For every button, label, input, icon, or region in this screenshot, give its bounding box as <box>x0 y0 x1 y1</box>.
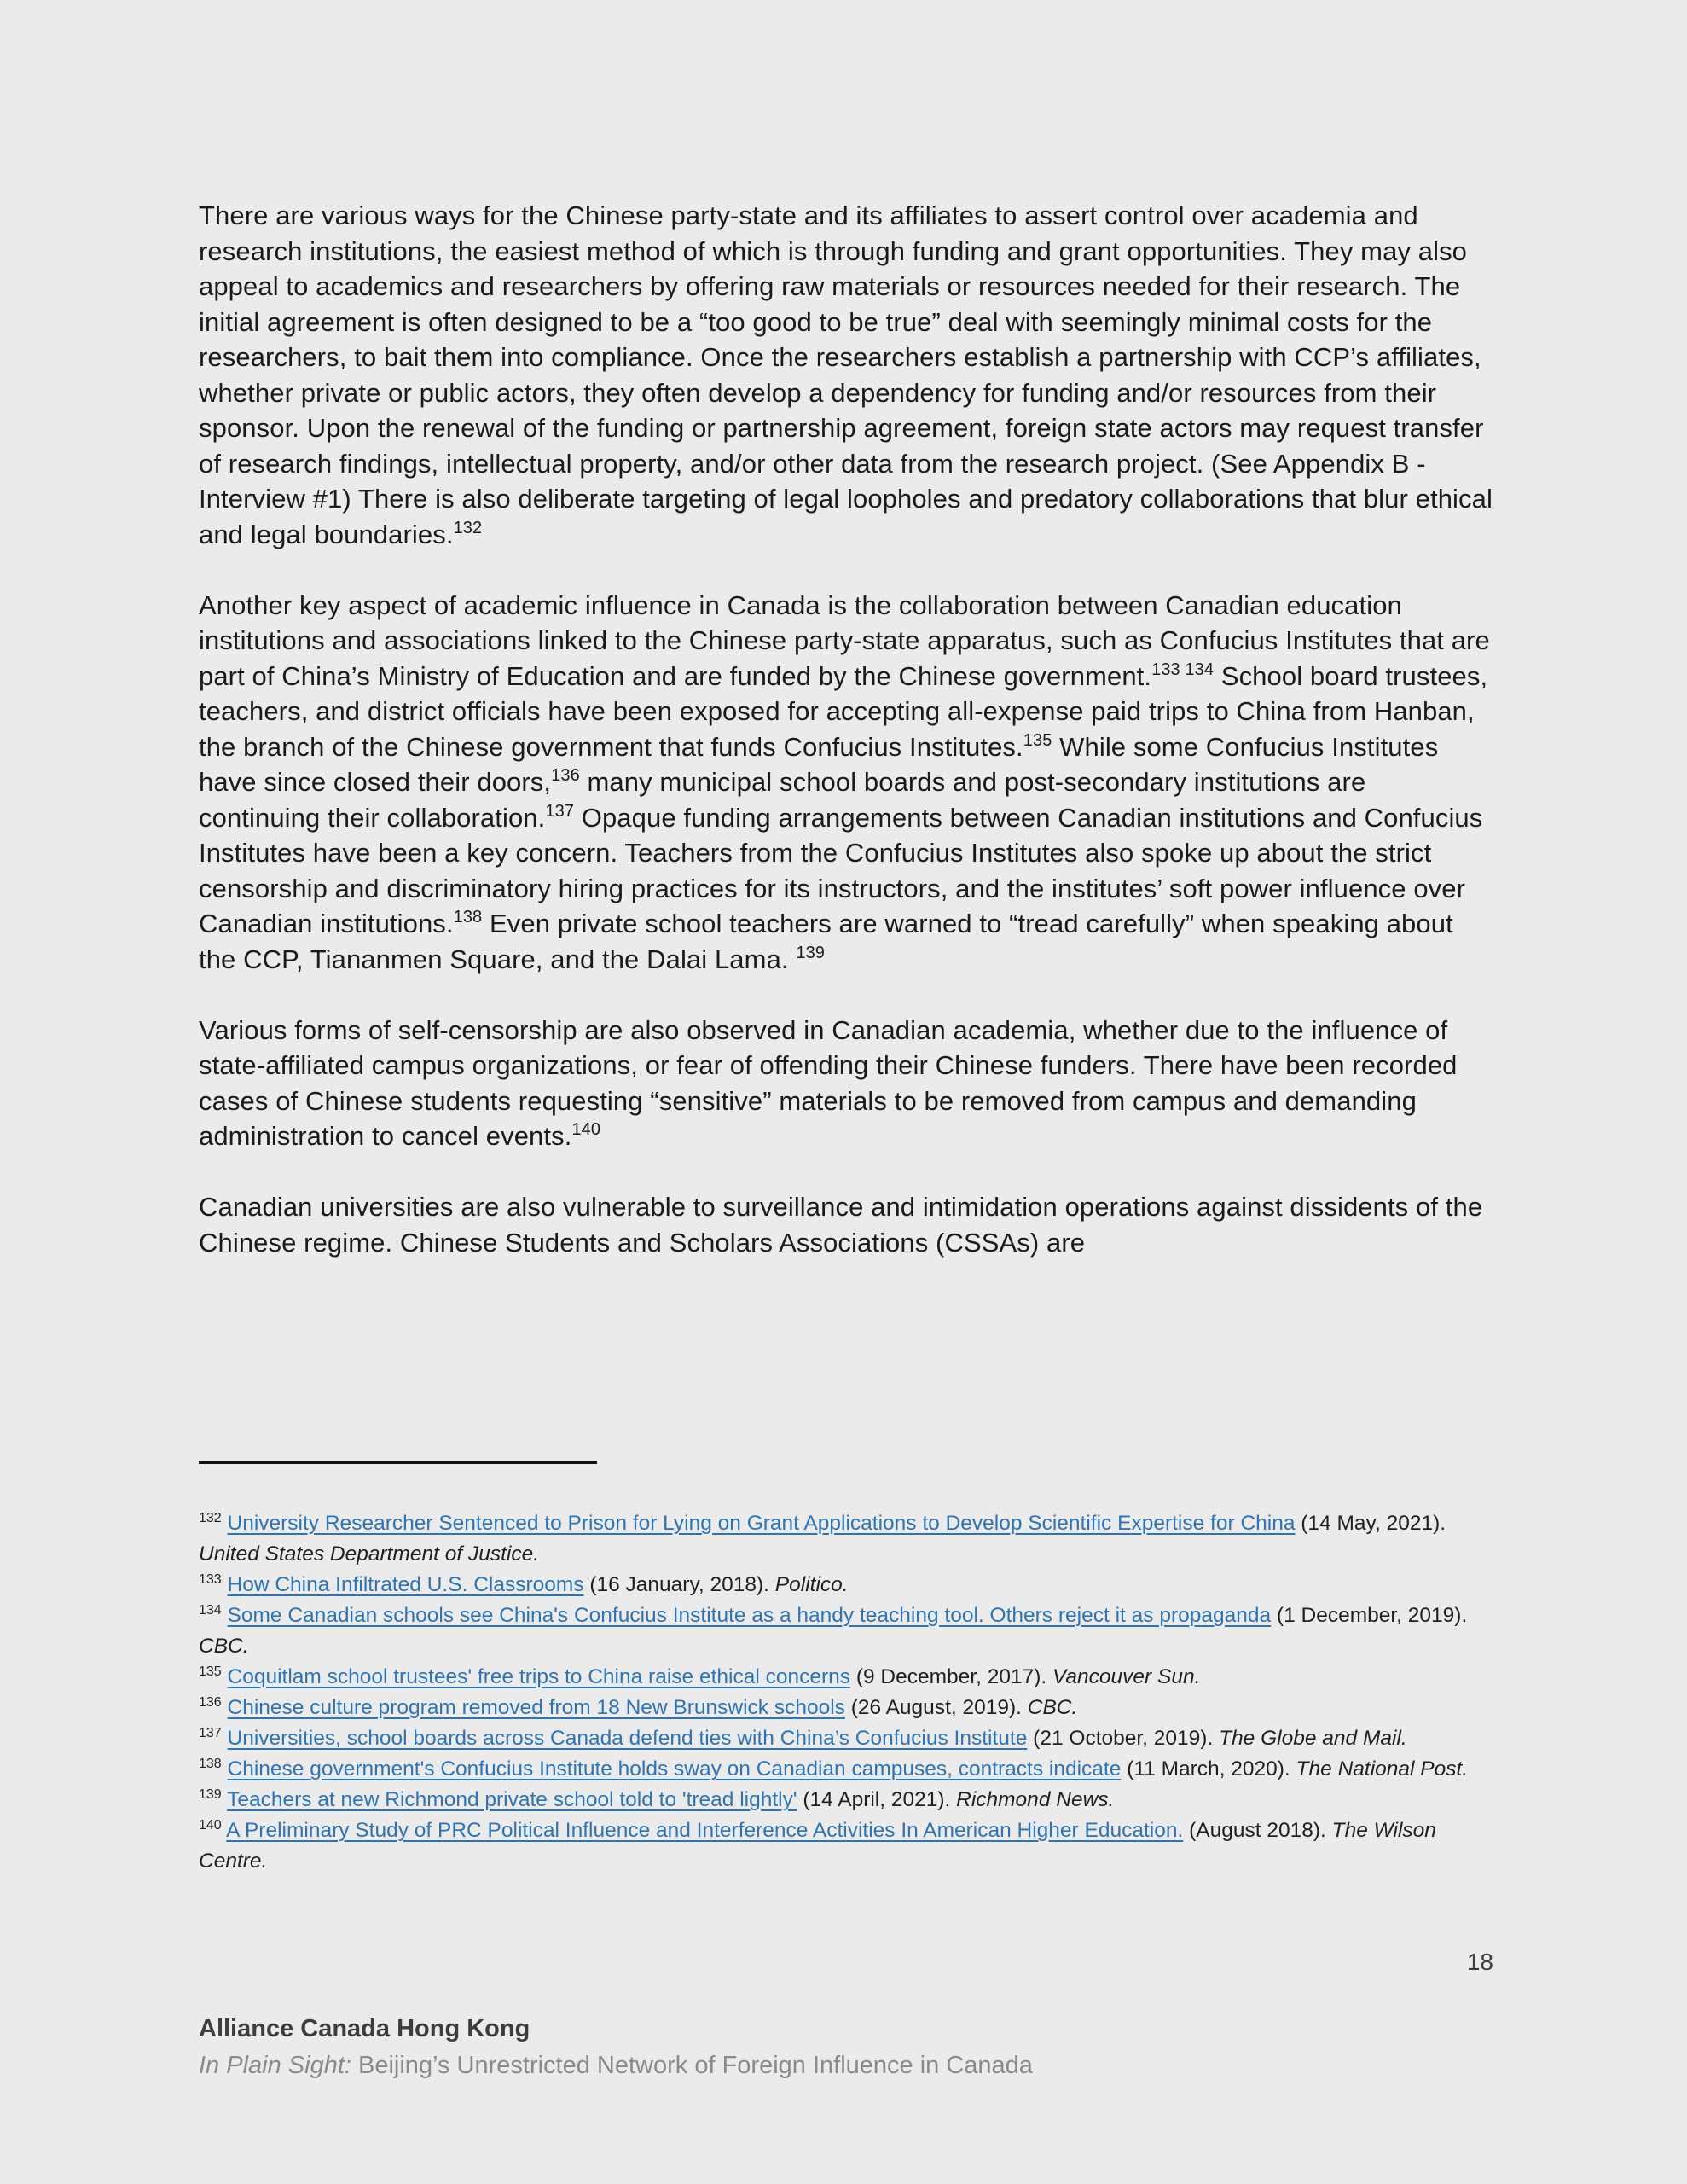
footnote <box>199 1662 1495 1693</box>
page-number: 18 <box>1466 1949 1493 1975</box>
footnote-number: 133 <box>199 1572 222 1587</box>
footnote-link[interactable]: Some Canadian schools see China's Confucius Institute as a handy teaching tool. Others reject it as propaganda <box>227 1604 1272 1627</box>
text-run: many municipal school boards and post-secondary institutions are continuing their collaboration. <box>199 767 1366 833</box>
footnote-number: 139 <box>199 1787 222 1802</box>
text-run: (9 December, 2017). <box>850 1665 1052 1688</box>
text-run: (11 March, 2020). <box>1121 1757 1296 1780</box>
text-run: While some Confucius Institutes have since closed their doors, <box>199 731 1439 797</box>
footnote <box>199 1754 1495 1785</box>
superscript-ref: 136 <box>551 766 580 785</box>
footnote-number: 140 <box>199 1818 222 1833</box>
superscript-ref: 133 134 <box>1151 659 1215 679</box>
footnote-link[interactable]: A Preliminary Study of PRC Political Influence and Interference Activities In American Higher Education. <box>226 1819 1184 1842</box>
text-run: (16 January, 2018). <box>583 1573 775 1596</box>
superscript-ref: 135 <box>1023 730 1052 750</box>
footnote-link[interactable]: Chinese culture program removed from 18 New Brunswick schools <box>227 1696 845 1719</box>
text-run: Another key aspect of academic influence in Canada is the collaboration between Canadian education institutions and associations linked to the Chinese party-state apparatus, such as Confucius Institutes that are part of China’s Ministry of Education and are funded by the Chinese government. <box>199 590 1490 691</box>
footnote-link[interactable]: Coquitlam school trustees' free trips to China raise ethical concerns <box>227 1665 851 1688</box>
text-run: CBC. <box>199 1635 249 1658</box>
body-paragraph <box>199 588 1493 978</box>
body-text <box>199 198 1493 1296</box>
text-run: CBC. <box>1027 1696 1078 1719</box>
footnote-link[interactable]: University Researcher Sentenced to Prison for Lying on Grant Applications to Develop Scientific Expertise for China <box>227 1512 1296 1535</box>
superscript-ref: 138 <box>453 908 483 926</box>
text-run: Vancouver Sun. <box>1052 1665 1201 1688</box>
text-run: Various forms of self-censorship are also observed in Canadian academia, whether due to the influence of state-affiliated campus organizations, or fear of offending their Chinese funders. There have been recorded cases of Chinese students requesting “sensitive” materials to be removed from campus and demanding administration to cancel events. <box>199 1014 1458 1151</box>
footnote-number: 137 <box>199 1726 222 1740</box>
footnote-separator <box>199 1461 597 1464</box>
text-run: School board trustees, teachers, and district officials have been exposed for accepting all-expense paid trips to China from Hanban, the branch of the Chinese government that funds Confucius Institutes. <box>199 660 1488 762</box>
superscript-ref: 137 <box>545 801 575 821</box>
body-paragraph <box>199 1013 1493 1154</box>
text-run: (21 October, 2019). <box>1027 1727 1220 1750</box>
text-run: The Globe and Mail. <box>1219 1727 1407 1750</box>
page-footer <box>199 2015 1493 2080</box>
footnotes <box>199 1508 1495 1877</box>
footnote-link[interactable]: Universities, school boards across Canada defend ties with China’s Confucius Institute <box>227 1727 1028 1750</box>
footer-organization: Alliance Canada Hong Kong <box>199 2015 530 2042</box>
text-run: (August 2018). <box>1183 1819 1332 1842</box>
footnote-link[interactable]: Chinese government's Confucius Institute holds sway on Canadian campuses, contracts indicate <box>227 1757 1122 1780</box>
body-paragraph <box>199 1189 1493 1260</box>
text-run: United States Department of Justice. <box>199 1542 539 1565</box>
footnote <box>199 1723 1495 1754</box>
text-run: There are various ways for the Chinese party-state and its affiliates to assert control over academia and research institutions, the easiest method of which is through funding and grant opportunities. They may also appeal to academics and researchers by offering raw materials or resources needed for their research. The initial agreement is often designed to be a “too good to be true” deal with seemingly minimal costs for the researchers, to bait them into compliance. Once the researchers establish a partnership with CCP’s affiliates, whether private or public actors, they often develop a dependency for funding and/or resources from their sponsor. Upon the renewal of the funding or partnership agreement, foreign state actors may request transfer of research findings, intellectual property, and/or other data from the research project. (See Appendix B - Interview #1) There is also deliberate targeting of legal loopholes and predatory collaborations that blur ethical and legal boundaries. <box>199 200 1493 549</box>
footnote-number: 138 <box>199 1757 222 1771</box>
text-run: (1 December, 2019). <box>1271 1604 1468 1627</box>
text-run: The National Post. <box>1296 1757 1469 1780</box>
text-run: (26 August, 2019). <box>844 1696 1028 1719</box>
footnote-number: 134 <box>199 1603 222 1618</box>
footnote <box>199 1815 1495 1877</box>
text-run: (14 April, 2021). <box>797 1788 957 1811</box>
footer-title-italic: In Plain Sight: <box>199 2052 351 2079</box>
footnote <box>199 1600 1495 1662</box>
footnote-link[interactable]: How China Infiltrated U.S. Classrooms <box>227 1573 584 1596</box>
text-run: Politico. <box>774 1573 849 1596</box>
text-run: Canadian universities are also vulnerable to surveillance and intimidation operations against dissidents of the Chinese regime. Chinese Students and Scholars Associations (CSSAs) are <box>199 1192 1483 1258</box>
body-paragraph <box>199 198 1493 552</box>
footnote <box>199 1570 1495 1600</box>
superscript-ref: 140 <box>571 1120 601 1139</box>
footnote <box>199 1508 1495 1570</box>
footer-title-rest: Beijing’s Unrestricted Network of Foreign Influence in Canada <box>351 2052 1033 2079</box>
footnote-number: 136 <box>199 1695 222 1710</box>
footnote <box>199 1693 1495 1723</box>
text-run: Richmond News. <box>956 1788 1115 1811</box>
text-run: Even private school teachers are warned to “tread carefully” when speaking about the CCP, Tiananmen Square, and the Dalai Lama. <box>199 909 1453 974</box>
footnote-number: 135 <box>199 1664 222 1679</box>
text-run: (14 May, 2021). <box>1295 1512 1446 1535</box>
footnote-number: 132 <box>199 1511 222 1525</box>
superscript-ref: 132 <box>453 518 483 537</box>
superscript-ref: 139 <box>796 943 826 962</box>
footnote-link[interactable]: Teachers at new Richmond private school told to 'tread lightly' <box>227 1788 797 1811</box>
text-run: Opaque funding arrangements between Canadian institutions and Confucius Institutes have been a key concern. Teachers from the Confucius Institutes also spoke up about the strict censorship and discriminatory hiring practices for its instructors, and the institutes’ soft power influence over Canadian institutions. <box>199 802 1483 938</box>
text-run: The Wilson Centre. <box>199 1819 1436 1873</box>
footnote <box>199 1785 1495 1815</box>
footer-report-title <box>199 2052 1493 2080</box>
